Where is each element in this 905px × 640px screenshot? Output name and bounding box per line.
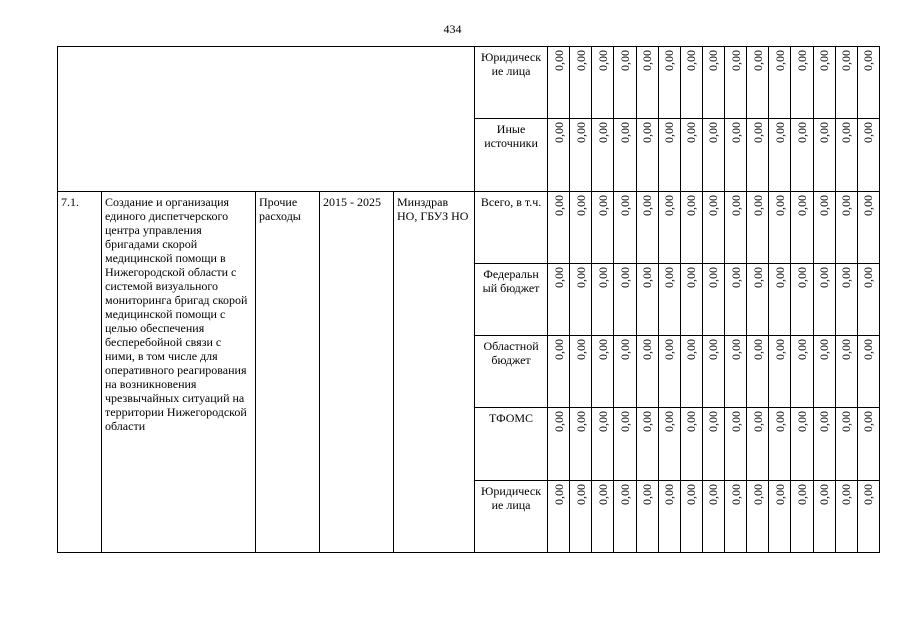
value-cell xyxy=(658,47,680,119)
value-cell xyxy=(835,119,857,191)
value-text: 0,00 xyxy=(595,122,610,144)
value-cell xyxy=(725,408,747,480)
value-text: 0,00 xyxy=(617,266,632,288)
value-text: 0,00 xyxy=(684,411,699,433)
table-row xyxy=(58,191,880,263)
value-cell xyxy=(725,119,747,191)
value-text: 0,00 xyxy=(551,266,566,288)
value-text: 0,00 xyxy=(839,194,854,216)
value-cell xyxy=(680,408,702,480)
value-text: 0,00 xyxy=(551,483,566,505)
value-text: 0,00 xyxy=(772,50,787,71)
value-text: 0,00 xyxy=(684,122,699,144)
value-cell xyxy=(813,119,835,191)
value-text: 0,00 xyxy=(595,483,610,505)
value-text: 0,00 xyxy=(861,339,876,361)
value-cell xyxy=(658,336,680,408)
value-cell xyxy=(570,119,592,191)
value-text: 0,00 xyxy=(706,194,721,216)
value-text: 0,00 xyxy=(706,122,721,144)
value-cell xyxy=(857,119,879,191)
value-text: 0,00 xyxy=(772,411,787,433)
value-text: 0,00 xyxy=(772,266,787,288)
value-cell xyxy=(702,336,724,408)
value-text: 0,00 xyxy=(728,411,743,433)
value-cell xyxy=(813,336,835,408)
value-text: 0,00 xyxy=(662,411,677,433)
value-cell xyxy=(636,191,658,263)
value-cell xyxy=(791,191,813,263)
value-text: 0,00 xyxy=(750,411,765,433)
value-text: 0,00 xyxy=(750,266,765,288)
value-text: 0,00 xyxy=(817,266,832,288)
value-text: 0,00 xyxy=(684,194,699,216)
value-cell xyxy=(857,336,879,408)
implementation-period: 2015 - 2025 xyxy=(320,191,394,552)
value-text: 0,00 xyxy=(573,339,588,361)
funding-source-cell: Всего, в т.ч. xyxy=(475,191,548,263)
value-text: 0,00 xyxy=(728,194,743,216)
value-text: 0,00 xyxy=(839,266,854,288)
value-cell xyxy=(791,480,813,552)
value-text: 0,00 xyxy=(573,266,588,288)
value-cell xyxy=(857,408,879,480)
value-cell xyxy=(614,336,636,408)
value-cell xyxy=(813,480,835,552)
value-text: 0,00 xyxy=(772,339,787,361)
value-text: 0,00 xyxy=(861,194,876,216)
value-text: 0,00 xyxy=(662,266,677,288)
value-cell xyxy=(636,480,658,552)
value-cell xyxy=(702,263,724,335)
value-text: 0,00 xyxy=(595,266,610,288)
value-text: 0,00 xyxy=(817,411,832,433)
value-cell xyxy=(548,47,570,119)
value-text: 0,00 xyxy=(861,266,876,288)
value-text: 0,00 xyxy=(662,339,677,361)
value-text: 0,00 xyxy=(573,483,588,505)
value-text: 0,00 xyxy=(662,122,677,144)
value-cell xyxy=(680,263,702,335)
value-cell xyxy=(570,336,592,408)
value-cell xyxy=(548,263,570,335)
value-text: 0,00 xyxy=(794,122,809,144)
value-cell xyxy=(680,191,702,263)
value-text: 0,00 xyxy=(551,50,566,71)
value-cell xyxy=(570,191,592,263)
value-cell xyxy=(702,408,724,480)
value-cell xyxy=(702,119,724,191)
value-cell xyxy=(548,336,570,408)
value-cell xyxy=(680,480,702,552)
value-cell xyxy=(747,263,769,335)
value-text: 0,00 xyxy=(750,122,765,144)
value-text: 0,00 xyxy=(794,339,809,361)
value-cell xyxy=(636,263,658,335)
value-text: 0,00 xyxy=(551,411,566,433)
value-cell xyxy=(857,191,879,263)
value-text: 0,00 xyxy=(617,339,632,361)
value-cell xyxy=(614,119,636,191)
value-cell xyxy=(614,480,636,552)
value-cell xyxy=(747,336,769,408)
value-cell xyxy=(548,408,570,480)
value-text: 0,00 xyxy=(861,411,876,433)
value-text: 0,00 xyxy=(817,122,832,144)
value-text: 0,00 xyxy=(839,50,854,71)
value-cell xyxy=(725,336,747,408)
value-cell xyxy=(791,336,813,408)
value-text: 0,00 xyxy=(839,483,854,505)
value-cell xyxy=(592,119,614,191)
continued-blank-cell xyxy=(58,47,475,192)
value-cell xyxy=(725,480,747,552)
value-cell xyxy=(813,408,835,480)
value-text: 0,00 xyxy=(684,339,699,361)
value-text: 0,00 xyxy=(750,194,765,216)
table-row xyxy=(58,47,880,119)
value-cell xyxy=(725,191,747,263)
value-cell xyxy=(592,47,614,119)
value-cell xyxy=(747,191,769,263)
value-cell xyxy=(592,263,614,335)
value-cell xyxy=(570,480,592,552)
value-text: 0,00 xyxy=(662,483,677,505)
value-text: 0,00 xyxy=(595,411,610,433)
value-cell xyxy=(835,191,857,263)
value-cell xyxy=(636,336,658,408)
value-text: 0,00 xyxy=(684,483,699,505)
value-cell xyxy=(614,47,636,119)
value-cell xyxy=(725,263,747,335)
value-text: 0,00 xyxy=(595,50,610,71)
value-cell xyxy=(636,408,658,480)
value-cell xyxy=(570,263,592,335)
value-cell xyxy=(791,47,813,119)
value-text: 0,00 xyxy=(817,194,832,216)
value-cell xyxy=(835,408,857,480)
value-text: 0,00 xyxy=(706,50,721,71)
value-text: 0,00 xyxy=(573,194,588,216)
value-cell xyxy=(658,191,680,263)
value-cell xyxy=(702,47,724,119)
funding-source-cell: ТФОМС xyxy=(475,408,548,480)
value-text: 0,00 xyxy=(794,483,809,505)
value-cell xyxy=(747,408,769,480)
value-text: 0,00 xyxy=(617,194,632,216)
funding-source-cell: Юридическ ие лица xyxy=(475,47,548,119)
funding-source-cell: Областной бюджет xyxy=(475,336,548,408)
value-text: 0,00 xyxy=(794,194,809,216)
value-cell xyxy=(857,47,879,119)
value-text: 0,00 xyxy=(817,339,832,361)
value-cell xyxy=(658,263,680,335)
value-cell xyxy=(813,263,835,335)
value-cell xyxy=(680,47,702,119)
value-text: 0,00 xyxy=(617,483,632,505)
value-text: 0,00 xyxy=(839,339,854,361)
value-cell xyxy=(548,480,570,552)
value-text: 0,00 xyxy=(573,411,588,433)
value-text: 0,00 xyxy=(640,411,655,433)
value-cell xyxy=(636,47,658,119)
value-cell xyxy=(614,263,636,335)
value-text: 0,00 xyxy=(728,50,743,71)
value-cell xyxy=(658,119,680,191)
value-text: 0,00 xyxy=(662,194,677,216)
value-text: 0,00 xyxy=(640,339,655,361)
value-text: 0,00 xyxy=(794,411,809,433)
value-text: 0,00 xyxy=(728,483,743,505)
value-cell xyxy=(791,119,813,191)
value-cell xyxy=(680,119,702,191)
value-text: 0,00 xyxy=(728,122,743,144)
value-text: 0,00 xyxy=(750,339,765,361)
value-cell xyxy=(769,119,791,191)
value-text: 0,00 xyxy=(706,266,721,288)
value-cell xyxy=(592,480,614,552)
value-text: 0,00 xyxy=(573,122,588,144)
value-cell xyxy=(570,47,592,119)
value-text: 0,00 xyxy=(551,122,566,144)
value-text: 0,00 xyxy=(684,266,699,288)
value-text: 0,00 xyxy=(772,483,787,505)
value-cell xyxy=(658,480,680,552)
value-cell xyxy=(548,119,570,191)
value-text: 0,00 xyxy=(617,122,632,144)
value-text: 0,00 xyxy=(861,483,876,505)
value-cell xyxy=(702,480,724,552)
value-cell xyxy=(725,47,747,119)
value-cell xyxy=(835,263,857,335)
value-text: 0,00 xyxy=(861,122,876,144)
value-cell xyxy=(769,191,791,263)
value-text: 0,00 xyxy=(640,483,655,505)
value-cell xyxy=(813,191,835,263)
value-text: 0,00 xyxy=(706,411,721,433)
value-cell xyxy=(570,408,592,480)
funding-source-cell: Юридическ ие лица xyxy=(475,480,548,552)
value-text: 0,00 xyxy=(617,411,632,433)
value-text: 0,00 xyxy=(595,339,610,361)
value-text: 0,00 xyxy=(617,50,632,71)
value-cell xyxy=(702,191,724,263)
value-cell xyxy=(658,408,680,480)
value-cell xyxy=(636,119,658,191)
value-text: 0,00 xyxy=(551,194,566,216)
item-description: Создание и организация единого диспетчерского центра управления бригадами скорой медицинской помощи в Нижегородской области с системой визуального мониторинга бригад скорой медицинской помощи с целью обеспечения бесперебойной связи с ними, в том числе для оперативного реагирования на возникновения чрезвычайных ситуаций на территории Нижегородской области xyxy=(102,191,256,552)
value-text: 0,00 xyxy=(839,411,854,433)
value-text: 0,00 xyxy=(817,50,832,71)
value-cell xyxy=(769,47,791,119)
value-cell xyxy=(680,336,702,408)
value-text: 0,00 xyxy=(640,266,655,288)
value-cell xyxy=(592,408,614,480)
value-cell xyxy=(791,408,813,480)
value-text: 0,00 xyxy=(662,50,677,71)
expense-type: Прочие расходы xyxy=(256,191,320,552)
value-cell xyxy=(813,47,835,119)
value-cell xyxy=(835,47,857,119)
value-text: 0,00 xyxy=(817,483,832,505)
value-text: 0,00 xyxy=(794,266,809,288)
value-cell xyxy=(769,336,791,408)
value-text: 0,00 xyxy=(640,122,655,144)
value-text: 0,00 xyxy=(640,194,655,216)
value-text: 0,00 xyxy=(750,483,765,505)
funding-source-cell: Иные источники xyxy=(475,119,548,191)
item-number: 7.1. xyxy=(58,191,102,552)
value-cell xyxy=(747,47,769,119)
value-text: 0,00 xyxy=(861,50,876,71)
value-text: 0,00 xyxy=(684,50,699,71)
value-cell xyxy=(747,119,769,191)
funding-source-cell: Федеральн ый бюджет xyxy=(475,263,548,335)
page-number: 434 xyxy=(443,22,462,36)
value-text: 0,00 xyxy=(839,122,854,144)
value-cell xyxy=(857,480,879,552)
value-cell xyxy=(769,408,791,480)
value-cell xyxy=(835,336,857,408)
value-cell xyxy=(592,191,614,263)
value-cell xyxy=(747,480,769,552)
value-text: 0,00 xyxy=(595,194,610,216)
value-text: 0,00 xyxy=(772,122,787,144)
value-cell xyxy=(769,263,791,335)
value-text: 0,00 xyxy=(772,194,787,216)
budget-table xyxy=(57,46,880,553)
value-text: 0,00 xyxy=(706,483,721,505)
value-cell xyxy=(835,480,857,552)
value-text: 0,00 xyxy=(750,50,765,71)
value-text: 0,00 xyxy=(728,266,743,288)
value-text: 0,00 xyxy=(728,339,743,361)
value-text: 0,00 xyxy=(640,50,655,71)
value-cell xyxy=(857,263,879,335)
value-text: 0,00 xyxy=(706,339,721,361)
value-text: 0,00 xyxy=(794,50,809,71)
value-text: 0,00 xyxy=(551,339,566,361)
value-cell xyxy=(769,480,791,552)
value-cell xyxy=(548,191,570,263)
value-cell xyxy=(791,263,813,335)
value-cell xyxy=(614,408,636,480)
executor: Минздрав НО, ГБУЗ НО xyxy=(394,191,475,552)
value-cell xyxy=(592,336,614,408)
value-text: 0,00 xyxy=(573,50,588,71)
value-cell xyxy=(614,191,636,263)
